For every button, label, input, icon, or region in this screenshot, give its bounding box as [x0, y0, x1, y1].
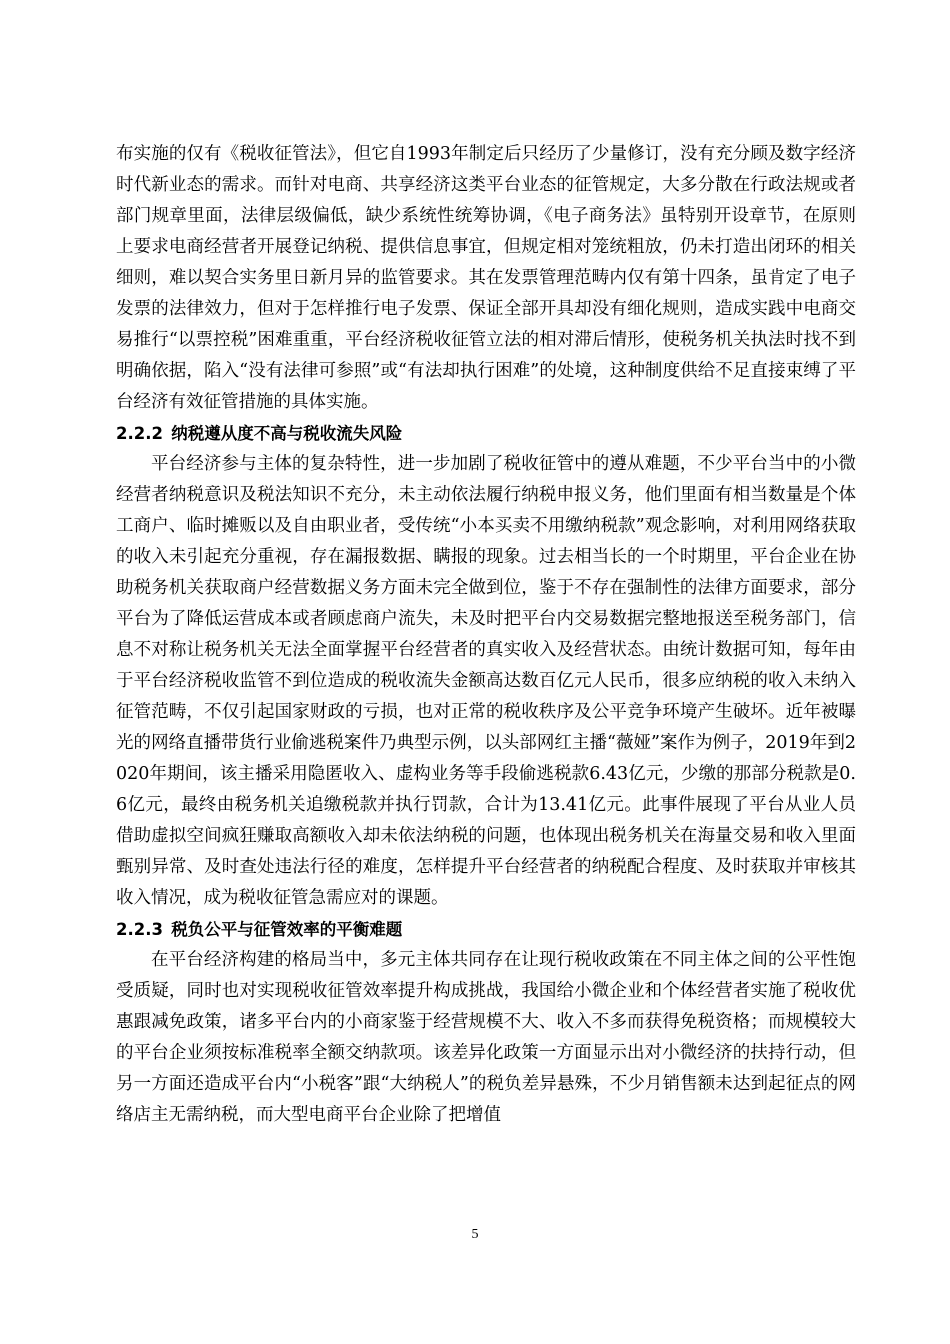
section-heading: [116, 914, 856, 945]
section-number: 2.2.2: [116, 424, 163, 443]
document-body: [116, 139, 856, 1131]
section-title: 税负公平与征管效率的平衡难题: [171, 920, 403, 939]
body-paragraph: 平台经济参与主体的复杂特性，进一步加剧了税收征管中的遵从难题，不少平台当中的小微经营者纳税意识及税法知识不充分，未主动依法履行纳税申报义务，他们里面有相当数量是个体工商户、临时摊贩以及自由职业者，受传统“小本买卖不用缴纳税款”观念影响，对利用网络获取的收入未引起充分重视，存在漏报数据、瞒报的现象。过去相当长的一个时期里，平台企业在协助税务机关获取商户经营数据义务方面未完全做到位，鉴于不存在强制性的法律方面要求，部分平台为了降低运营成本或者顾虑商户流失，未及时把平台内交易数据完整地报送至税务部门，信息不对称让税务机关无法全面掌握平台经营者的真实收入及经营状态。由统计数据可知，每年由于平台经济税收监管不到位造成的税收流失金额高达数百亿元人民币，很多应纳税的收入未纳入征管范畴，不仅引起国家财政的亏损，也对正常的税收秩序及公平竞争环境产生破坏。近年被曝光的网络直播带货行业偷逃税案件乃典型示例，以头部网红主播“薇娅”案作为例子，2019年到2020年期间，该主播采用隐匿收入、虚构业务等手段偷逃税款6.43亿元，少缴的那部分税款是0.6亿元，最终由税务机关追缴税款并执行罚款，合计为13.41亿元。此事件展现了平台从业人员借助虚拟空间疯狂赚取高额收入却未依法纳税的问题，也体现出税务机关在海量交易和收入里面甄别异常、及时查处违法行径的难度，怎样提升平台经营者的纳税配合程度、及时获取并审核其收入情况，成为税收征管急需应对的课题。: [116, 454, 856, 908]
section-title: 纳税遵从度不高与税收流失风险: [171, 424, 403, 443]
page-number: 5: [471, 1227, 479, 1242]
section-heading: [116, 418, 856, 449]
body-paragraph: 布实施的仅有《税收征管法》，但它自1993年制定后只经历了少量修订，没有充分顾及数字经济时代新业态的需求。而针对电商、共享经济这类平台业态的征管规定，大多分散在行政法规或者部门规章里面，法律层级偏低，缺少系统性统筹协调，《电子商务法》虽特别开设章节，在原则上要求电商经营者开展登记纳税、提供信息事宜，但规定相对笼统粗放，仍未打造出闭环的相关细则，难以契合实务里日新月异的监管要求。其在发票管理范畴内仅有第十四条，虽肯定了电子发票的法律效力，但对于怎样推行电子发票、保证全部开具却没有细化规则，造成实践中电商交易推行“以票控税”困难重重，平台经济税收征管立法的相对滞后情形，使税务机关执法时找不到明确依据，陷入“没有法律可参照”或“有法却执行困难”的处境，这种制度供给不足直接束缚了平台经济有效征管措施的具体实施。: [116, 144, 856, 412]
body-paragraph: 在平台经济构建的格局当中，多元主体共同存在让现行税收政策在不同主体之间的公平性饱受质疑，同时也对实现税收征管效率提升构成挑战，我国给小微企业和个体经营者实施了税收优惠跟减免政策，诸多平台内的小商家鉴于经营规模不大、收入不多而获得免税资格；而规模较大的平台企业须按标准税率全额交纳款项。该差异化政策一方面显示出对小微经济的扶持行动，但另一方面还造成平台内“小税客”跟“大纳税人”的税负差异悬殊，不少月销售额未达到起征点的网络店主无需纳税，而大型电商平台企业除了把增值: [116, 950, 856, 1125]
section-number: 2.2.3: [116, 920, 163, 939]
